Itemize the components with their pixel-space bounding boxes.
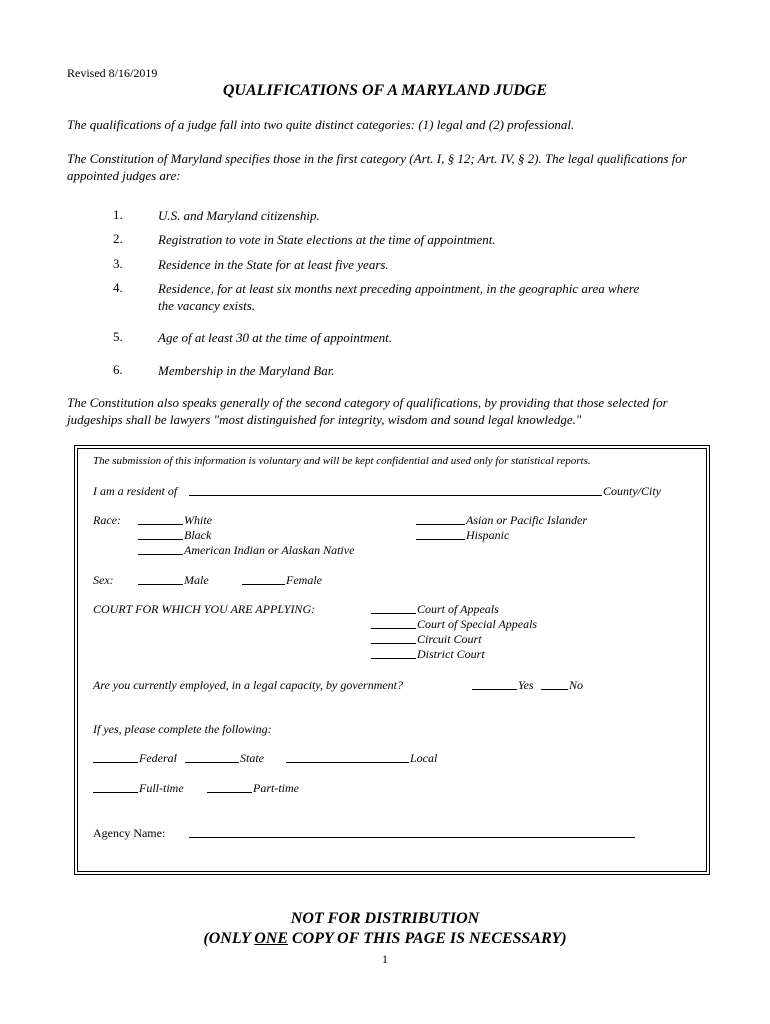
agency-input[interactable] <box>189 826 635 838</box>
part-time-label: Part-time <box>253 781 299 795</box>
part-time-blank[interactable] <box>207 781 252 793</box>
list-item-number: 2. <box>113 231 123 246</box>
sex-female-label: Female <box>286 573 322 587</box>
resident-suffix: County/City <box>603 484 661 498</box>
agency-label: Agency Name: <box>93 826 166 840</box>
closing-paragraph: The Constitution also speaks generally of the second category of qualifications, by providing that those selected for judgeships shall be lawyers "most distinguished for integrity, wisdom and sound legal knowledge." <box>67 395 668 427</box>
court-label: COURT FOR WHICH YOU ARE APPLYING: <box>93 602 316 616</box>
list-item-text: Membership in the Maryland Bar. <box>158 363 335 378</box>
federal-blank[interactable] <box>93 751 138 763</box>
state-blank[interactable] <box>185 751 239 763</box>
court-special-appeals-blank[interactable] <box>371 617 416 629</box>
if-yes-instruction: If yes, please complete the following: <box>93 722 272 736</box>
court-district-blank[interactable] <box>371 647 416 659</box>
court-district-label: District Court <box>417 647 485 661</box>
resident-input[interactable] <box>189 484 602 496</box>
full-time-label: Full-time <box>139 781 184 795</box>
copy-notice <box>0 930 770 948</box>
race-white-label: White <box>184 513 212 527</box>
race-native-blank[interactable] <box>138 543 183 555</box>
race-black-label: Black <box>184 528 212 542</box>
employed-question: Are you currently employed, in a legal capacity, by government? <box>93 678 404 692</box>
list-item-text: U.S. and Maryland citizenship. <box>158 208 320 223</box>
list-item-text: Residence in the State for at least five years. <box>158 257 389 272</box>
employed-yes-blank[interactable] <box>472 678 517 690</box>
intro-paragraph-1: The qualifications of a judge fall into two quite distinct categories: (1) legal and (2) professional. <box>67 117 575 132</box>
court-circuit-label: Circuit Court <box>417 632 482 646</box>
revised-date: Revised 8/16/2019 <box>67 66 158 80</box>
not-for-distribution: NOT FOR DISTRIBUTION <box>290 910 480 927</box>
sex-male-blank[interactable] <box>138 573 183 585</box>
local-label: Local <box>410 751 438 765</box>
race-native-label: American Indian or Alaskan Native <box>184 543 355 557</box>
court-circuit-blank[interactable] <box>371 632 416 644</box>
copy-notice-post: COPY OF THIS PAGE IS NECESSARY) <box>287 930 567 947</box>
race-hispanic-blank[interactable] <box>416 528 465 540</box>
race-asian-blank[interactable] <box>416 513 465 525</box>
court-appeals-label: Court of Appeals <box>417 602 499 616</box>
sex-female-blank[interactable] <box>242 573 285 585</box>
list-item-number: 1. <box>113 207 123 222</box>
race-black-blank[interactable] <box>138 528 183 540</box>
federal-label: Federal <box>139 751 177 765</box>
state-label: State <box>240 751 264 765</box>
sex-male-label: Male <box>184 573 209 587</box>
employed-no-blank[interactable] <box>541 678 568 690</box>
race-white-blank[interactable] <box>138 513 183 525</box>
full-time-blank[interactable] <box>93 781 138 793</box>
court-appeals-blank[interactable] <box>371 602 416 614</box>
sex-label: Sex: <box>93 573 114 587</box>
copy-notice-pre: (ONLY <box>203 930 255 947</box>
local-blank[interactable] <box>286 751 409 763</box>
race-hispanic-label: Hispanic <box>466 528 510 542</box>
race-asian-label: Asian or Pacific Islander <box>466 513 587 527</box>
resident-label: I am a resident of <box>93 484 178 498</box>
page-title: QUALIFICATIONS OF A MARYLAND JUDGE <box>222 82 548 99</box>
form-box <box>77 448 707 872</box>
employed-yes-label: Yes <box>518 678 534 692</box>
page-number: 1 <box>382 952 388 966</box>
list-item-text: Registration to vote in State elections at the time of appointment. <box>158 232 496 247</box>
list-item-number: 3. <box>113 256 123 271</box>
copy-notice-emphasis: ONE <box>254 930 288 947</box>
list-item-number: 5. <box>113 329 123 344</box>
intro-paragraph-2: The Constitution of Maryland specifies those in the first category (Art. I, § 12; Art. IV, § 2). The legal qualifications for appointed judges are: <box>67 151 687 183</box>
list-item-text: Residence, for at least six months next preceding appointment, in the geographic area where the vacancy exists. <box>158 281 640 313</box>
court-special-appeals-label: Court of Special Appeals <box>417 617 538 631</box>
list-item-number: 6. <box>113 362 123 377</box>
form-notice: The submission of this information is voluntary and will be kept confidential and used only for statistical reports. <box>93 455 591 467</box>
employed-no-label: No <box>569 678 584 692</box>
list-item-text: Age of at least 30 at the time of appointment. <box>158 330 392 345</box>
list-item-number: 4. <box>113 280 123 295</box>
race-label: Race: <box>93 513 121 527</box>
